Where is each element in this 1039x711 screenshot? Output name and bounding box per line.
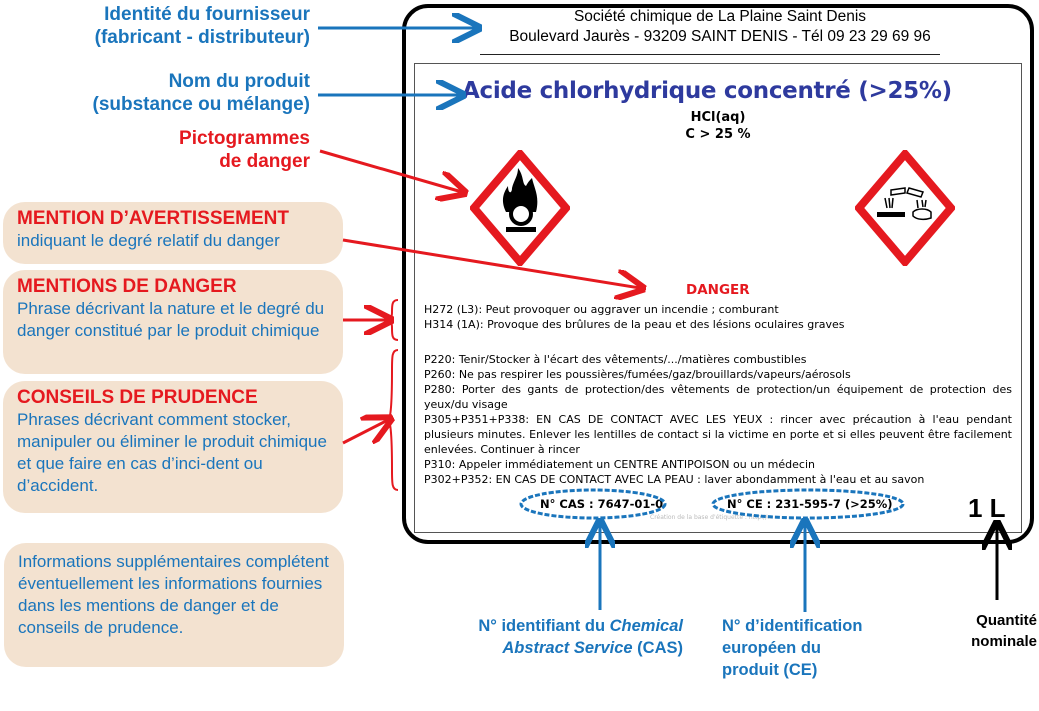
precautionary-statement: P280: Porter des gants de protection/des vêtements de protection/un équipement de protection des yeux/du visage <box>424 383 1012 411</box>
watermark: Création de la base d'étiquette : http://... <box>650 514 773 521</box>
annotation-cas <box>445 615 683 659</box>
bubble-signal-word-text: indiquant le degré relatif du danger <box>17 231 280 250</box>
bubble-precaution-title: CONSEILS DE PRUDENCE <box>17 387 258 408</box>
annotation-quantity <box>937 610 1037 652</box>
annotation-cas-italic1: Chemical <box>609 617 683 635</box>
cas-number: N° CAS : 7647-01-0 <box>540 497 664 511</box>
chemical-formula: HCl(aq) <box>690 110 746 125</box>
bubble-precaution-text: Phrases décrivant comment stocker, manipuler ou éliminer le produit chimique et que faire en cas d’inci-dent ou d’accident. <box>17 410 327 495</box>
ce-highlight <box>713 490 903 518</box>
arrow-precaution <box>343 420 388 443</box>
supplier-address: Boulevard Jaurès - 93209 SAINT DENIS - Tél 09 23 29 69 96 <box>509 28 931 45</box>
ce-number: N° CE : 231-595-7 (>25%) <box>727 497 893 511</box>
brace-hazard <box>388 300 398 340</box>
arrow-signal-word <box>343 240 640 288</box>
concentration: C > 25 % <box>685 127 751 142</box>
hazard-statement: H272 (L3): Peut provoquer ou aggraver un incendie ; comburant <box>424 303 779 316</box>
nominal-quantity: 1 L <box>968 493 1006 523</box>
annotation-cas-suffix: (CAS) <box>632 639 683 657</box>
annotation-cas-italic2: Abstract Service <box>502 639 633 657</box>
precautionary-statement: P305+P351+P338: EN CAS DE CONTACT AVEC LES YEUX : rincer avec précaution à l'eau pendant plusieurs minutes. Enlever les lentilles de contact si la victime en porte et si elles peuvent être facilement enlevées. Continuer à rincer <box>424 413 1012 456</box>
brace-precaution <box>388 350 398 490</box>
annotation-ce-line3: produit (CE) <box>722 661 818 679</box>
precautionary-statement: P302+P352: EN CAS DE CONTACT AVEC LA PEAU : laver abondamment à l'eau et au savon <box>424 473 925 486</box>
cas-highlight <box>521 490 665 518</box>
product-name: Acide chlorhydrique concentré (>25%) <box>462 78 952 104</box>
precautionary-statement: P220: Tenir/Stocker à l'écart des vêtements/.../matières combustibles <box>424 353 807 366</box>
precautionary-statement: P260: Ne pas respirer les poussières/fumées/gaz/brouillards/vapeurs/aérosols <box>424 368 851 381</box>
supplier-name: Société chimique de La Plaine Saint Denis <box>573 8 867 25</box>
hazard-statement: H314 (1A): Provoque des brûlures de la peau et des lésions oculaires graves <box>424 318 845 331</box>
annotation-cas-prefix: N° identifiant du <box>478 617 610 635</box>
bubble-signal-word-title: MENTION D’AVERTISSEMENT <box>17 208 289 229</box>
annotation-pictograms-line2: de danger <box>219 151 310 172</box>
annotation-product-line2: (substance ou mélange) <box>92 94 310 115</box>
arrow-pictograms <box>320 151 462 192</box>
annotation-pictograms-line1: Pictogrammes <box>179 128 310 149</box>
annotation-supplier-line2: (fabricant - distributeur) <box>94 27 310 48</box>
bubble-hazard-text: Phrase décrivant la nature et le degré du danger constitué par le produit chimique <box>17 299 325 340</box>
signal-word: DANGER <box>686 282 750 298</box>
annotation-ce <box>722 615 922 681</box>
bubble-supplementary-text: Informations supplémentaires complétent éventuellement les informations fournies dans les mentions de danger et de conseils de prudence. <box>18 552 329 637</box>
annotation-quantity-line2: nominale <box>971 633 1037 650</box>
annotation-quantity-line1: Quantité <box>976 612 1037 629</box>
annotation-ce-line2: européen du <box>722 639 822 657</box>
precautionary-statement: P310: Appeler immédiatement un CENTRE ANTIPOISON ou un médecin <box>424 458 815 471</box>
annotation-ce-line1: N° d’identification <box>722 617 863 635</box>
bubble-hazard-title: MENTIONS DE DANGER <box>17 276 237 297</box>
annotation-product-line1: Nom du produit <box>168 71 310 92</box>
annotation-supplier-line1: Identité du fournisseur <box>104 4 310 25</box>
